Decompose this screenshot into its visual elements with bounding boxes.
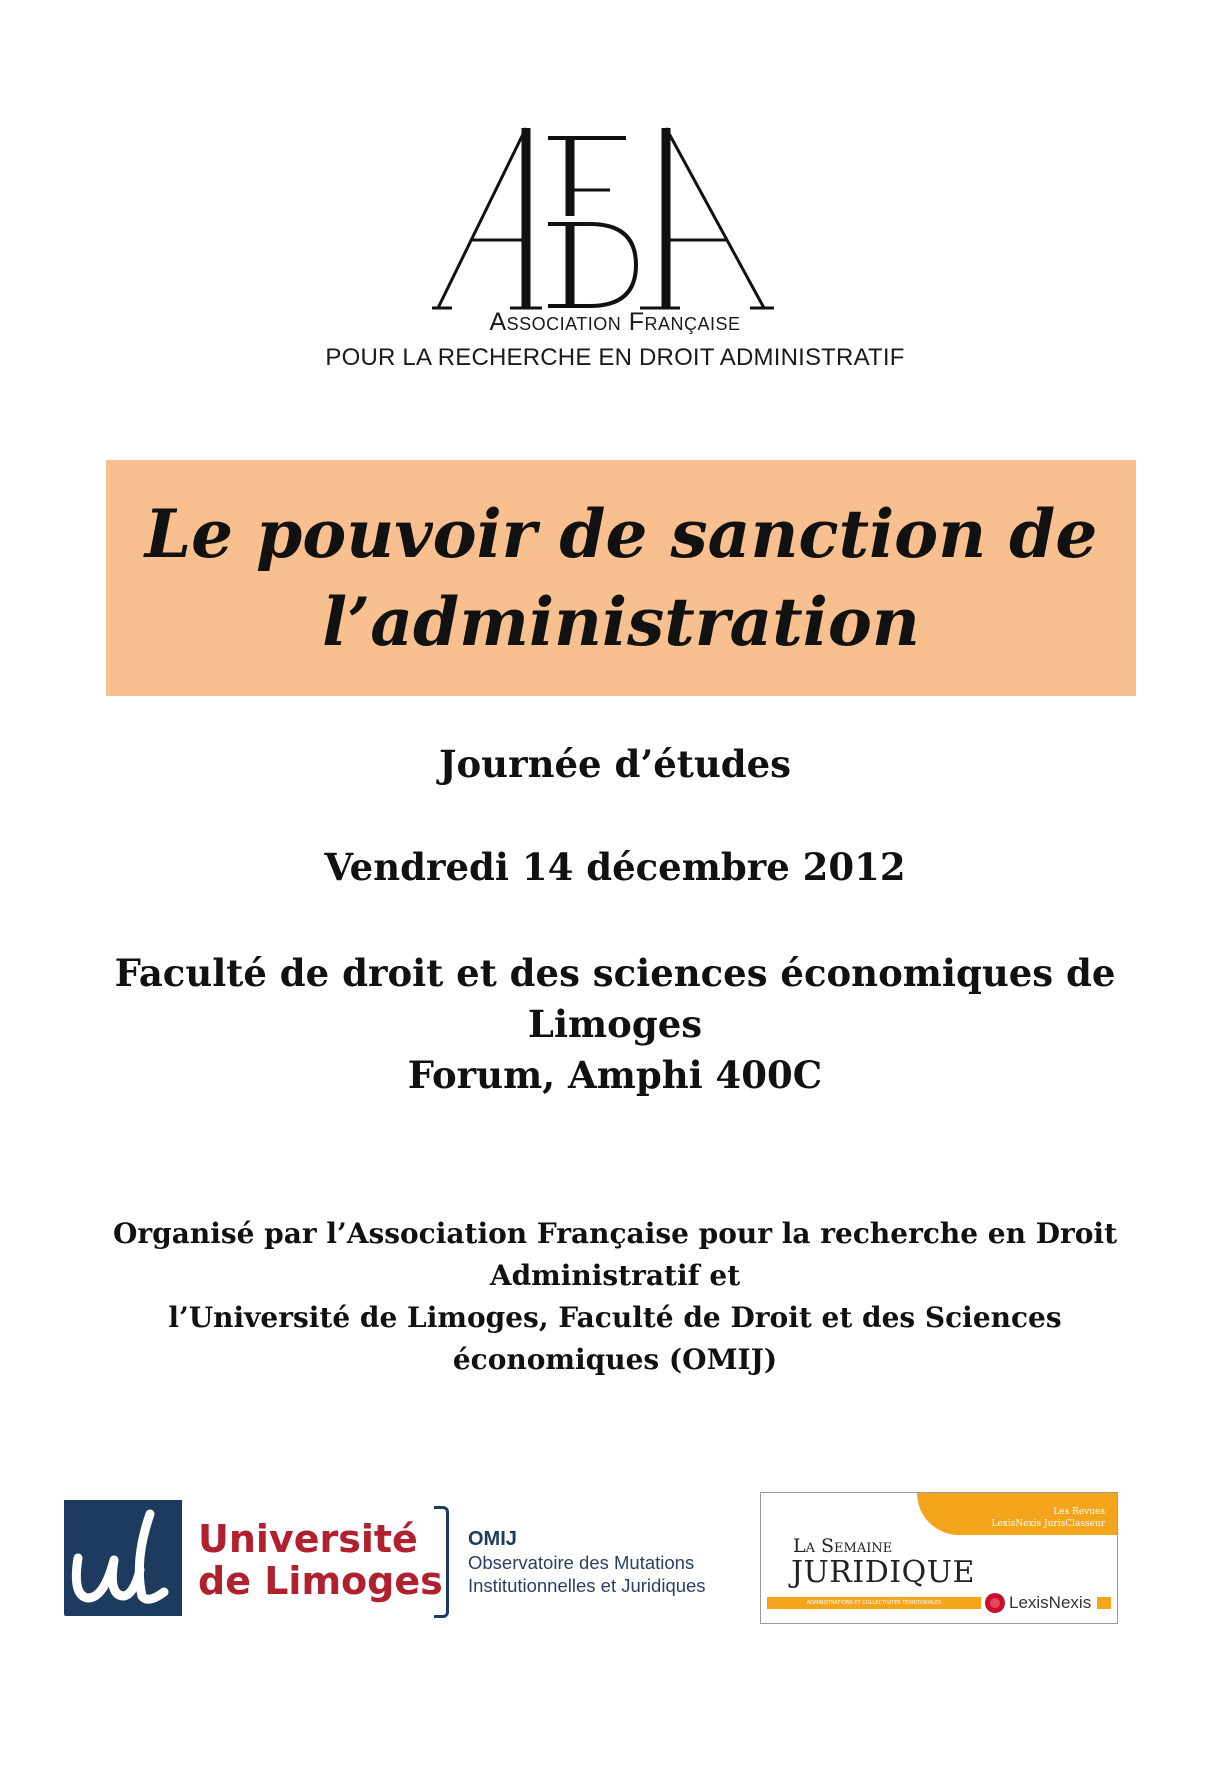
university-name-line1: Université: [198, 1517, 418, 1561]
venue: [0, 948, 1230, 1101]
jcp-strip-text: ADMINISTRATIONS ET COLLECTIVITÉS TERRITORIALES: [806, 1600, 942, 1606]
organizers-line2: Administratif et: [489, 1259, 741, 1292]
lexisnexis-label: LexisNexis: [1009, 1593, 1092, 1612]
semaine-juridique-logo: [760, 1492, 1118, 1624]
university-limoges-logo: [64, 1500, 724, 1625]
venue-line2: Limoges: [527, 1002, 703, 1046]
jcp-tab-line2: LexisNexis JurisClasseur: [991, 1519, 1105, 1529]
jcp-juridique: JURIDIQUE: [791, 1555, 975, 1590]
afda-monogram: [430, 120, 800, 310]
event-type: Journée d’études: [439, 742, 791, 786]
title-band: [106, 460, 1136, 696]
lexisnexis-dot-icon: [985, 1593, 1005, 1613]
organizers: [0, 1213, 1230, 1381]
jcp-tab-line1: Les Revues: [1053, 1507, 1105, 1517]
logo-subtitle-line2: POUR LA RECHERCHE EN DROIT ADMINISTRATIF: [325, 344, 905, 371]
afda-logo: [300, 120, 930, 390]
omij-line1: Observatoire des Mutations: [468, 1552, 695, 1573]
event-date: Vendredi 14 décembre 2012: [324, 845, 906, 889]
jcp-la-semaine: La Semaine: [793, 1535, 893, 1557]
bracket-divider: [434, 1506, 449, 1618]
organizers-line1: Organisé par l’Association Française pour la recherche en Droit: [112, 1217, 1118, 1250]
university-name: [198, 1518, 443, 1602]
venue-line3: Forum, Amphi 400C: [407, 1053, 823, 1097]
logo-subtitle-line1: Association Française: [489, 308, 741, 336]
organizers-line4: économiques (OMIJ): [452, 1343, 778, 1376]
organizers-line3: l’Université de Limoges, Faculté de Droit et des Sciences: [168, 1301, 1062, 1334]
omij-line2: Institutionnelles et Juridiques: [468, 1575, 706, 1596]
jcp-orange-strip-right: [1097, 1597, 1111, 1609]
venue-line1: Faculté de droit et des sciences économiques de: [114, 951, 1116, 995]
document-title: Le pouvoir de sanction de l’administration: [144, 495, 1098, 661]
ul-monogram-icon: [64, 1500, 182, 1616]
university-name-line2: de Limoges: [198, 1559, 443, 1603]
omij-title: OMIJ: [468, 1528, 517, 1550]
